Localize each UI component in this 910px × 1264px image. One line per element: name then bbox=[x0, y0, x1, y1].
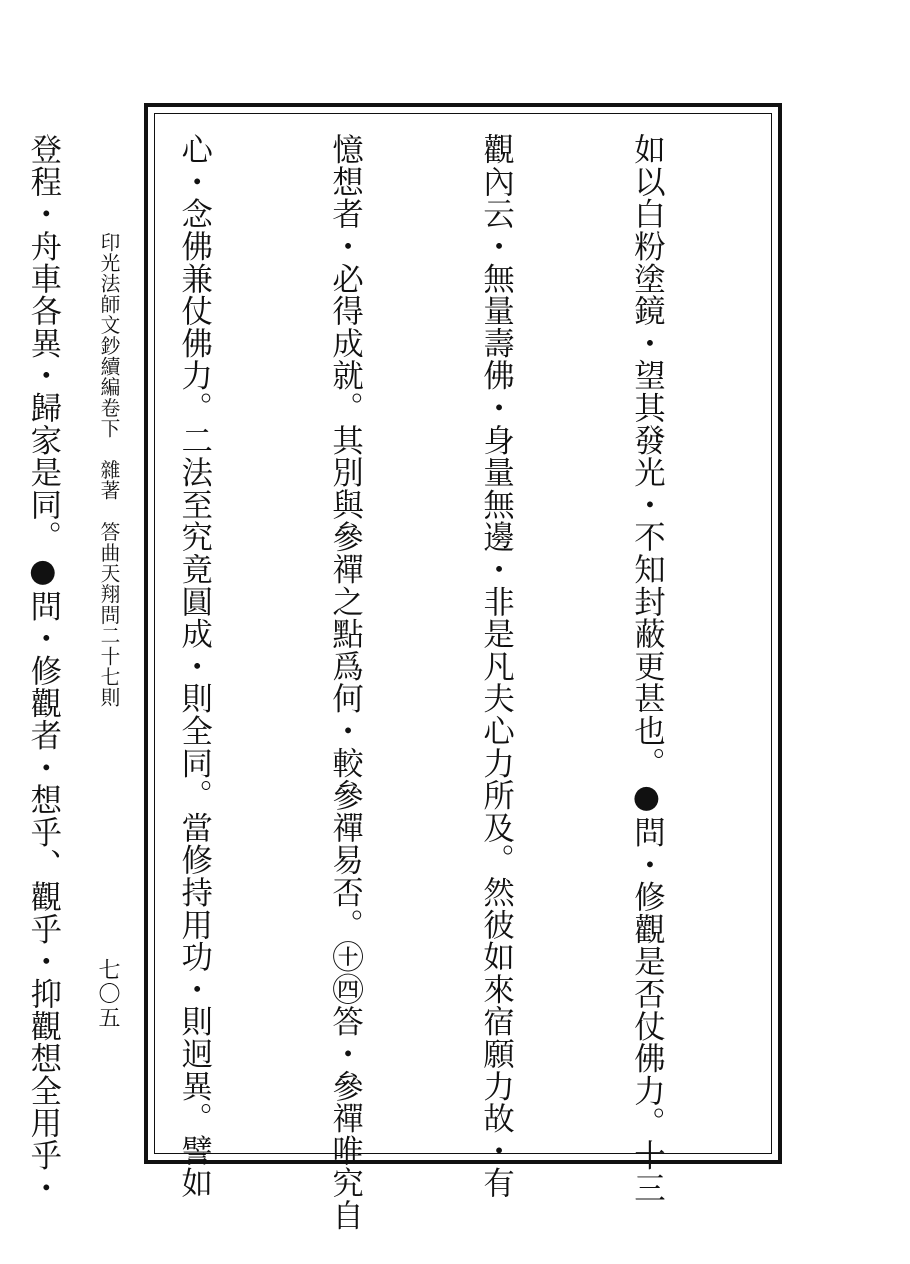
text-column: 心・念佛兼仗佛力。二法至究竟圓成・則全同。當修持用功・則迥異。譬如 bbox=[175, 133, 212, 1199]
text-column: 觀內云・無量壽佛・身量無邊・非是凡夫心力所及。然彼如來宿願力故・有 bbox=[477, 133, 514, 1199]
running-head-title: 印光法師文鈔續編卷下 雜著 答曲天翔問二十七則 bbox=[97, 232, 120, 709]
text-column: 憶想者・必得成就。其別與參禪之點爲何・較參禪易否。㊉㊃答・參禪唯究自 bbox=[326, 133, 363, 1232]
page-number: 七〇五 bbox=[95, 958, 120, 1030]
text-column: 如以白粉塗鏡・望其發光・不知封蔽更甚也。●問・修觀是否仗佛力。十三 bbox=[628, 133, 665, 1204]
text-column: 登程・舟車各異・歸家是同。●問・修觀者・想乎、觀乎・抑觀想全用乎・ bbox=[24, 133, 61, 1204]
